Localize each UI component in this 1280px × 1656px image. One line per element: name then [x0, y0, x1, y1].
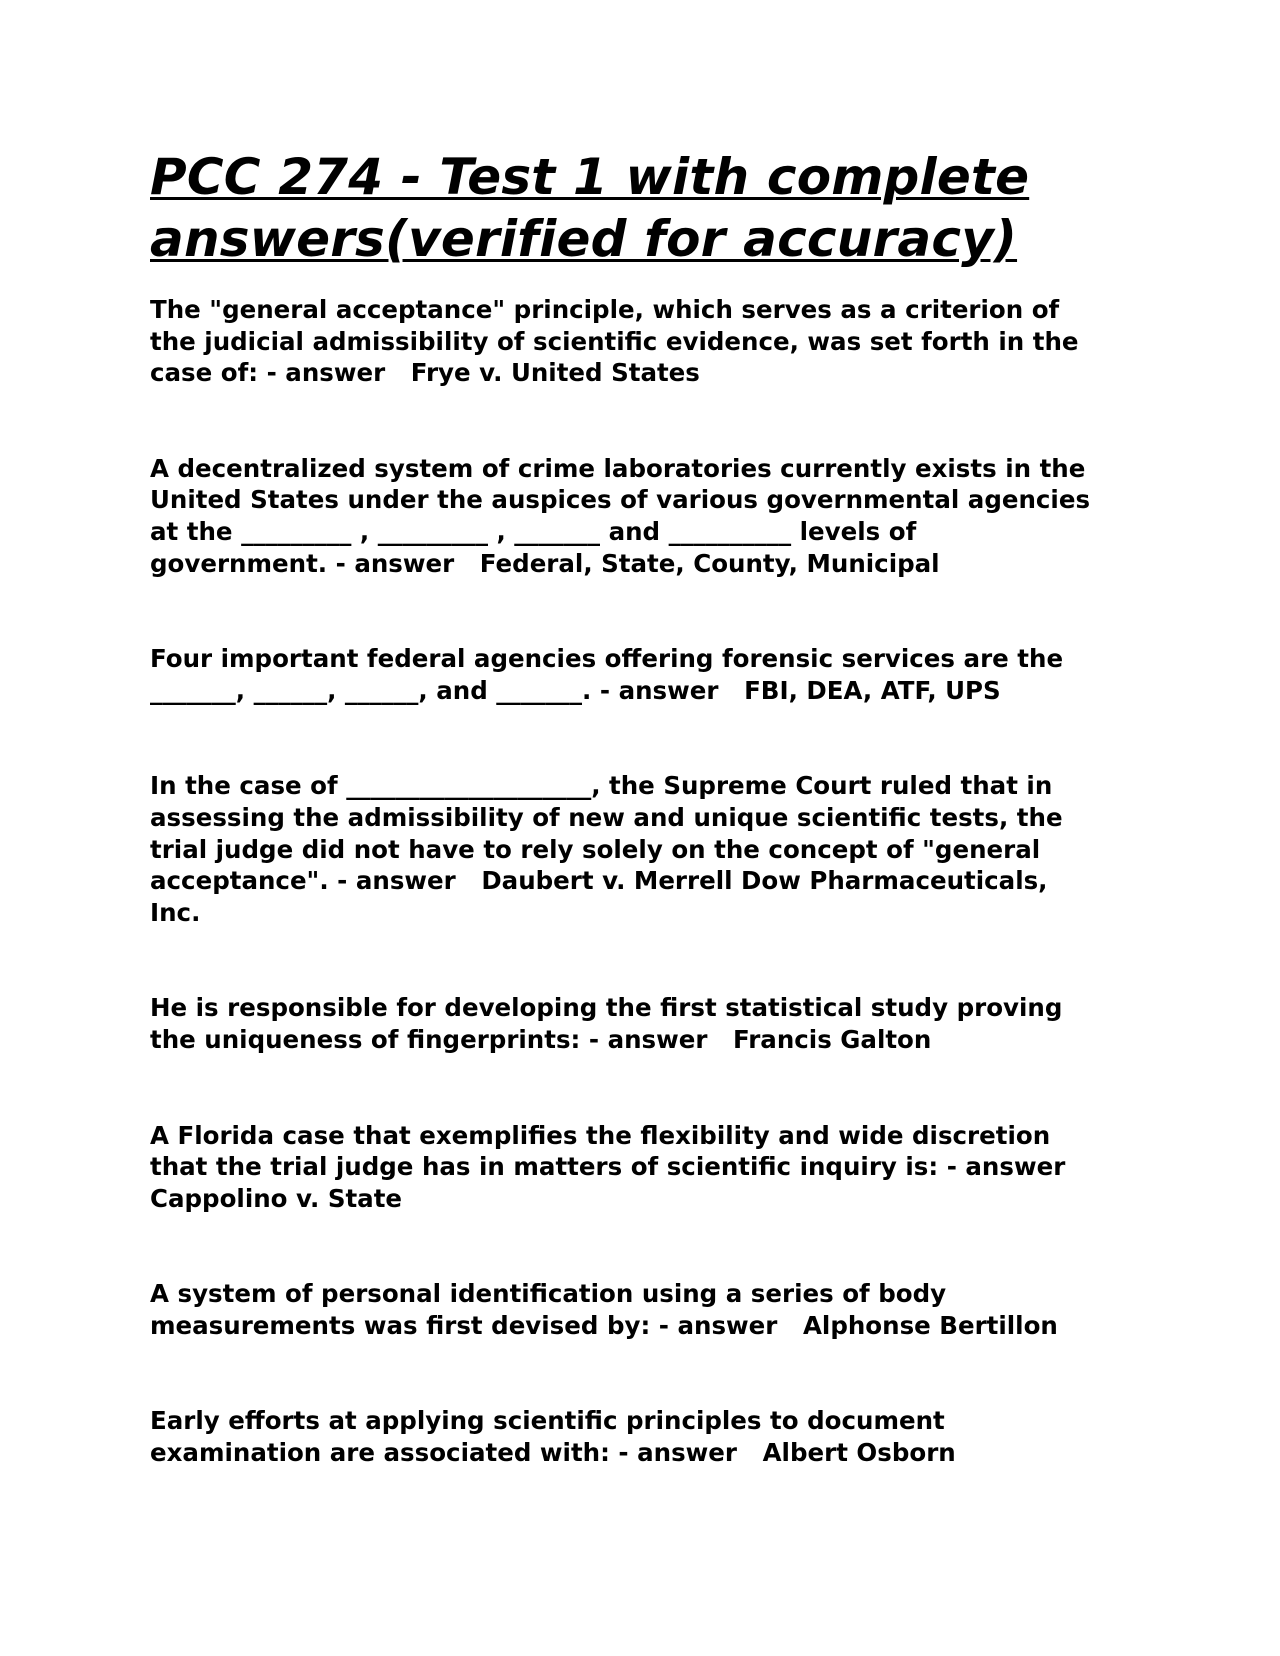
- qa-item: A system of personal identification using a series of body measurements was first devised by: - answer Alphonse Bertillon: [150, 1279, 1058, 1340]
- document-title: PCC 274 - Test 1 with complete answers(verified for accuracy): [150, 148, 1030, 268]
- qa-item: In the case of ____________________, the Supreme Court ruled that in assessing the admissibility of new and unique scientific tests, the trial judge did not have to rely solely on the concept of "general acceptance". - answer Daubert v. Merrell Dow Pharmaceuticals, Inc.: [150, 771, 1063, 927]
- qa-item: Early efforts at applying scientific principles to document examination are associated with: - answer Albert Osborn: [150, 1406, 956, 1468]
- qa-item: A Florida case that exemplifies the flexibility and wide discretion that the trial judge has in matters of scientific inquiry is: - answer Cappolino v. State: [150, 1120, 1066, 1213]
- qa-item: He is responsible for developing the first statistical study proving the uniqueness of fingerprints: - answer Francis Galton: [150, 993, 1063, 1054]
- qa-item: The "general acceptance" principle, which serves as a criterion of the judicial admissibility of scientific evidence, was set forth in the case of: - answer Frye v. United States: [150, 295, 1079, 388]
- qa-item: A decentralized system of crime laboratories currently exists in the United States under the auspices of various governmental agencies at the _________ , _________ , _______ and __________ levels of government. - answer Federal, State, County, Municipal: [150, 453, 1091, 578]
- document-content: [150, 146, 1130, 1469]
- qa-item: Four important federal agencies offering forensic services are the _______, ______, ______, and _______. - answer FBI, DEA, ATF, UPS: [150, 644, 1064, 705]
